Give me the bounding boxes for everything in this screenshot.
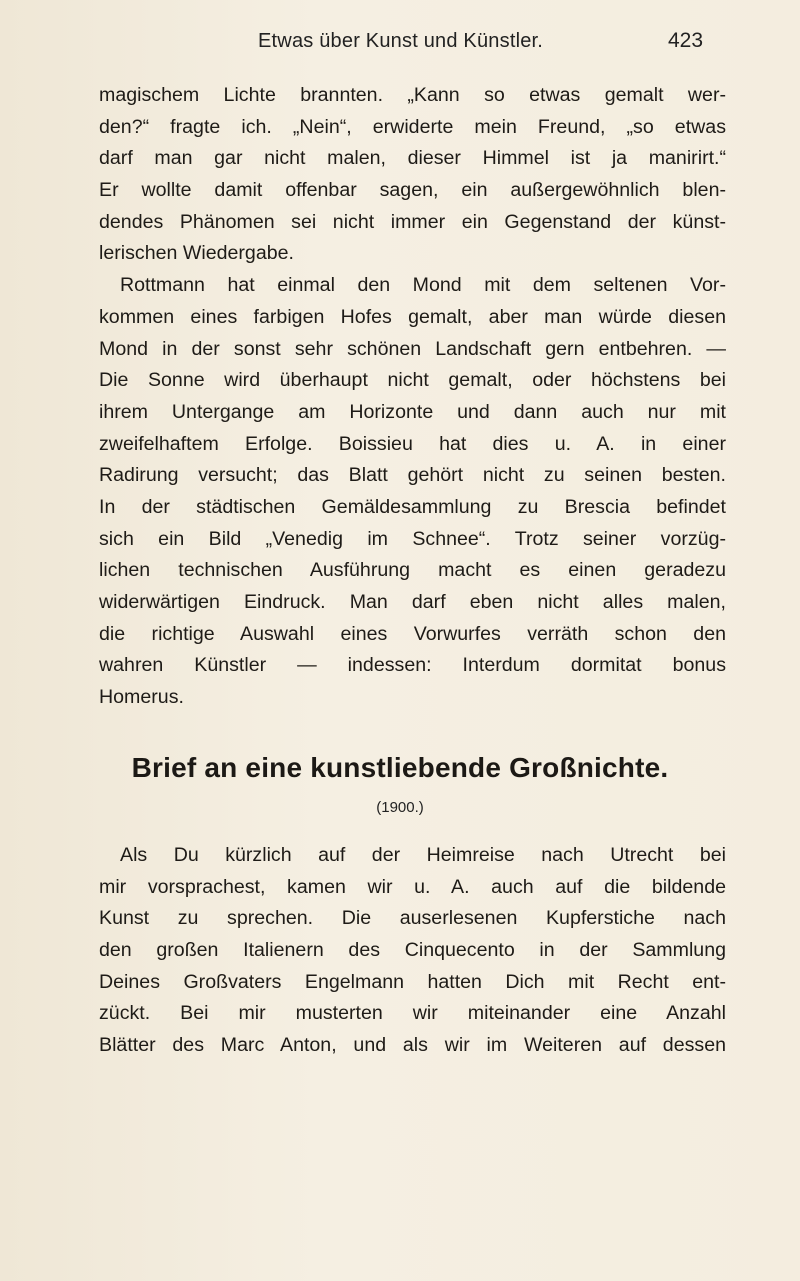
text-line: ihrem Untergange am Horizonte und dann auch nur mit: [99, 400, 726, 423]
text-line: kommen eines farbigen Hofes gemalt, aber man würde diesen: [99, 305, 726, 328]
text-line: wahren Künstler — indessen: Interdum dormitat bonus: [99, 654, 726, 677]
text-line: mir vorsprachest, kamen wir u. A. auch auf die bildende: [99, 875, 726, 898]
text-line: Als Du kürzlich auf der Heimreise nach Utrecht bei: [120, 844, 726, 866]
text-line: den?“ fragte ich. „Nein“, erwiderte mein Freund, „so etwas: [99, 115, 726, 138]
text-line: Rottmann hat einmal den Mond mit dem seltenen Vor-: [120, 274, 726, 297]
text-line: die richtige Auswahl eines Vorwurfes verräth schon den: [99, 622, 726, 645]
text-line: Radirung versucht; das Blatt gehört nicht zu seinen besten.: [99, 464, 726, 487]
text-line: Homerus.: [99, 686, 184, 709]
text-line: In der städtischen Gemäldesammlung zu Brescia befindet: [99, 495, 726, 518]
body-text-block-2: [99, 840, 726, 1062]
text-line: Kunst zu sprechen. Die auserlesenen Kupferstiche nach: [99, 907, 726, 930]
text-line: zückt. Bei mir musterten wir miteinander eine Anzahl: [99, 1002, 726, 1025]
text-line: widerwärtigen Eindruck. Man darf eben nicht alles malen,: [99, 591, 726, 613]
text-line: sich ein Bild „Venedig im Schnee“. Trotz seiner vorzüg-: [99, 527, 726, 550]
text-line: Deines Großvaters Engelmann hatten Dich mit Recht ent-: [99, 970, 726, 993]
text-line: Er wollte damit offenbar sagen, ein außergewöhnlich blen-: [99, 179, 726, 202]
body-text-block-1: [99, 80, 726, 714]
text-line: magischem Lichte brannten. „Kann so etwas gemalt wer-: [99, 84, 726, 106]
section-heading: Brief an eine kunstliebende Großnichte.: [131, 752, 669, 783]
section-date: (1900.): [376, 799, 424, 816]
text-line: Mond in der sonst sehr schönen Landschaft gern entbehren. —: [99, 337, 726, 360]
text-line: lerischen Wiedergabe.: [99, 242, 294, 265]
text-line: darf man gar nicht malen, dieser Himmel ist ja manirirt.“: [99, 147, 726, 170]
text-line: Die Sonne wird überhaupt nicht gemalt, oder höchstens bei: [99, 369, 726, 392]
text-line: lichen technischen Ausführung macht es einen geradezu: [99, 559, 726, 582]
text-line: den großen Italienern des Cinquecento in der Sammlung: [99, 939, 726, 962]
text-line: zweifelhaftem Erfolge. Boissieu hat dies u. A. in einer: [99, 432, 726, 455]
text-line: Blätter des Marc Anton, und als wir im Weiteren auf dessen: [99, 1034, 726, 1057]
text-line: dendes Phänomen sei nicht immer ein Gegenstand der künst-: [99, 210, 726, 233]
running-head: Etwas über Kunst und Künstler.: [258, 30, 544, 52]
page-number: 423: [668, 29, 704, 52]
